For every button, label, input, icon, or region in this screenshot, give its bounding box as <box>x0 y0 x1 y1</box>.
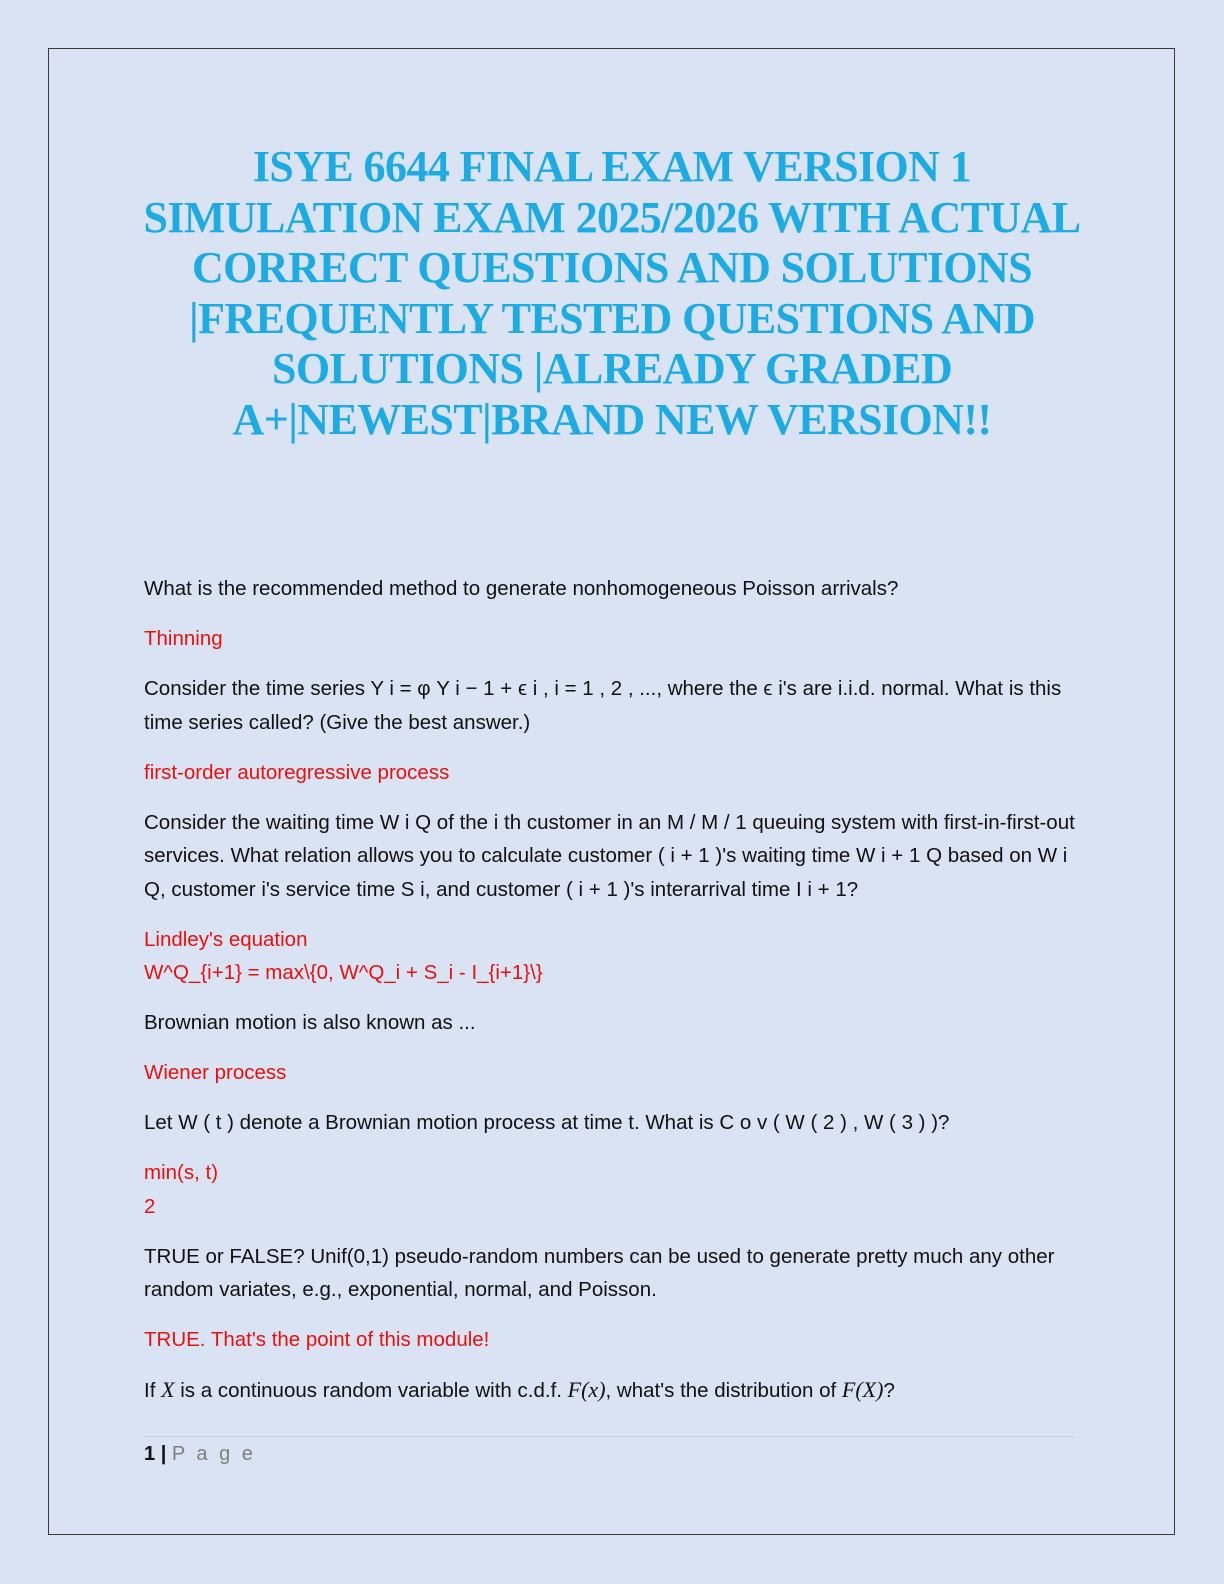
answer-line: min(s, t) <box>144 1161 219 1184</box>
title-line: SIMULATION EXAM 2025/2026 WITH ACTUAL <box>143 192 1081 242</box>
answer-line: Lindley's equation <box>144 927 308 951</box>
question-text: TRUE or FALSE? Unif(0,1) pseudo-random numbers can be used to generate pretty much any other random variates, e.g., exponential, normal, and Poisson. <box>144 1244 1055 1301</box>
title-line: A+|NEWEST|BRAND NEW VERSION!! <box>232 394 992 444</box>
title-line: SOLUTIONS |ALREADY GRADED <box>271 344 953 393</box>
page-footer <box>144 1441 256 1467</box>
question-text: Consider the waiting time W i Q of the i th customer in an M / M / 1 queuing system with first-in-first-out services. What relation allows you to calculate customer ( i + 1 )'s waiting time W i + 1 Q based on W i Q, customer i's service time S i, and customer ( i + 1 )'s interarrival time I i + 1? <box>144 810 1075 901</box>
question-text: Let W ( t ) denote a Brownian motion process at time t. What is C o v ( W ( 2 ) , W ( 3 ) )? <box>144 1111 950 1134</box>
math-expression: F(x) <box>567 1377 606 1402</box>
document-title <box>120 142 1104 445</box>
question-part: ? <box>883 1379 895 1402</box>
title-line: CORRECT QUESTIONS AND SOLUTIONS <box>191 243 1033 292</box>
answer-line: first-order autoregressive process <box>144 760 450 784</box>
question-part: If <box>144 1379 162 1402</box>
answer-line: 2 <box>144 1194 156 1218</box>
footer-separator: | <box>160 1443 167 1465</box>
answer-text <box>144 756 1084 790</box>
answer-text <box>144 1156 1084 1223</box>
answer-line: Wiener process <box>144 1061 287 1084</box>
answer-line: TRUE. That's the point of this module! <box>144 1328 490 1351</box>
question-part: is a continuous random variable with c.d.f. <box>174 1379 568 1402</box>
answer-text <box>144 1323 1084 1357</box>
math-variable: X <box>161 1377 175 1402</box>
answer-text <box>144 923 1084 990</box>
question-text: Consider the time series Y i = φ Y i − 1 + ϵ i , i = 1 , 2 , ..., where the ϵ i's are i.i.d. normal. What is this time series called? (Give the best answer.) <box>144 677 1062 734</box>
page-number: 1 <box>144 1443 156 1465</box>
question-text: What is the recommended method to generate nonhomogeneous Poisson arrivals? <box>144 577 899 600</box>
title-line: ISYE 6644 FINAL EXAM VERSION 1 <box>252 142 972 191</box>
question-text <box>144 1373 1084 1408</box>
answer-formula: W^Q_{i+1} = max\{0, W^Q_i + S_i - I_{i+1}\} <box>144 961 543 984</box>
answer-text <box>144 1056 1084 1090</box>
answer-line: Thinning <box>144 627 223 650</box>
page-label: P a g e <box>171 1443 256 1465</box>
title-line: |FREQUENTLY TESTED QUESTIONS AND <box>189 293 1035 343</box>
question-part: , what's the distribution of <box>605 1379 842 1402</box>
qa-content <box>144 572 1084 1424</box>
footer-divider <box>144 1436 1074 1437</box>
question-text: Brownian motion is also known as ... <box>144 1011 476 1034</box>
math-expression: F(X) <box>841 1377 884 1402</box>
answer-text <box>144 622 1084 656</box>
